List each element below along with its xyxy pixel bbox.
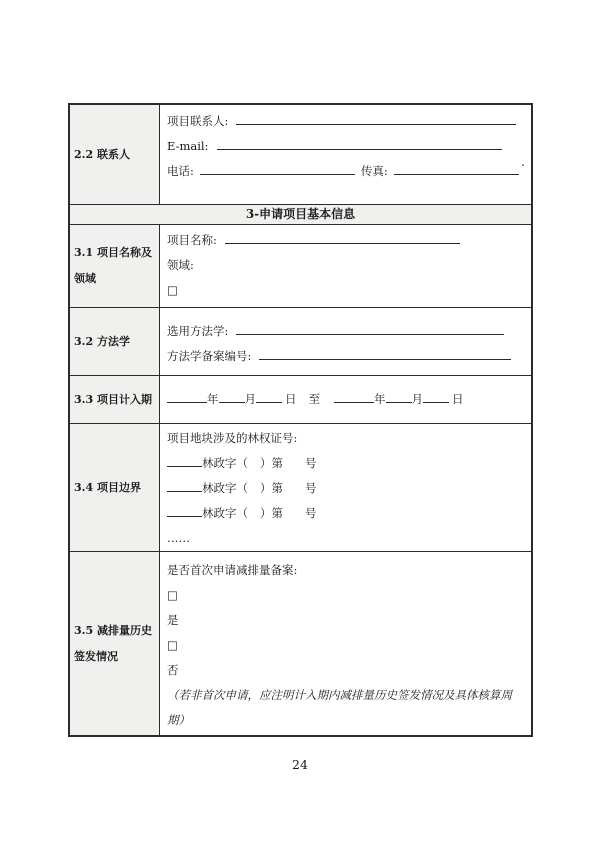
form-text: 至 — [308, 392, 320, 406]
spacer — [248, 516, 260, 517]
form-line — [167, 526, 528, 551]
form-text: 年 — [207, 392, 219, 406]
table-row-3.3 — [70, 376, 531, 424]
row-label-text: 签发情况 — [74, 649, 118, 663]
row-content-3.1 — [160, 225, 531, 307]
spacer — [228, 124, 236, 125]
row-content-3.3 — [160, 376, 531, 423]
form-text: 项目名称: — [167, 233, 217, 247]
fill-in-blank[interactable] — [167, 479, 202, 492]
checkbox-option-是[interactable]: □ 是 — [167, 583, 528, 627]
row-label-3.1 — [70, 225, 160, 307]
form-text: （若非首次申请，应注明计入期内减排量历史签发情况及具体核算周期） — [167, 688, 512, 727]
form-line — [167, 319, 528, 344]
row-content-2.2 — [160, 105, 531, 204]
form-text: 号 — [305, 456, 317, 470]
spacer — [248, 491, 260, 492]
row-label-text: 2.2 联系人 — [74, 147, 130, 161]
row-label-text: 领域 — [74, 272, 96, 285]
form-line — [167, 109, 528, 134]
form-text: E-mail: — [167, 139, 209, 153]
fill-in-blank[interactable] — [167, 454, 202, 467]
fill-in-blank[interactable] — [334, 390, 374, 403]
form-text: 号 — [305, 481, 317, 495]
form-text: 日 — [285, 392, 297, 406]
fill-in-blank[interactable] — [236, 112, 516, 125]
form-text: 选用方法学: — [167, 324, 229, 338]
row-label-3.2 — [70, 308, 160, 375]
form-text: 月 — [244, 392, 256, 406]
checkbox-icon[interactable]: □ — [167, 588, 178, 602]
form-line — [167, 159, 528, 184]
fill-in-blank[interactable] — [394, 162, 519, 175]
form-text: 传真: — [360, 164, 388, 178]
form-line — [167, 558, 528, 683]
form-text: 领域: — [167, 258, 194, 272]
form-text: ）第 — [260, 506, 283, 520]
table-row-2.2 — [70, 105, 531, 205]
checkbox-option-否[interactable]: □ 否 — [167, 633, 528, 677]
row-label-text: 3.3 项目计入期 — [74, 392, 152, 406]
row-label-text: 3.5 减排量历史 — [74, 623, 152, 637]
row-content-3.4 — [160, 424, 531, 551]
form-line — [167, 387, 464, 412]
form-line — [167, 253, 528, 307]
form-text: 林政字（ — [202, 481, 248, 495]
spacer — [209, 149, 217, 150]
form-text: 林政字（ — [202, 506, 248, 520]
fill-in-blank[interactable] — [167, 504, 202, 517]
form-line — [167, 451, 528, 476]
spacer — [217, 243, 225, 244]
fill-in-blank[interactable] — [386, 390, 412, 403]
spacer — [283, 491, 305, 492]
form-line — [167, 426, 528, 451]
form-line — [167, 476, 528, 501]
form-text: 是否首次申请减排量备案: — [167, 563, 298, 577]
stray-period: . — [521, 155, 525, 169]
form-text: …… — [167, 531, 190, 545]
form-text: 项目地块涉及的林权证号: — [167, 431, 298, 445]
row-content-3.5 — [160, 552, 531, 735]
form-text: 号 — [305, 506, 317, 520]
spacer — [248, 466, 260, 467]
spacer — [251, 359, 259, 360]
form-text: 方法学备案编号: — [167, 349, 252, 363]
form-line — [167, 344, 528, 369]
form-text: 日 — [452, 392, 464, 406]
spacer — [283, 516, 305, 517]
fill-in-blank[interactable] — [236, 322, 504, 335]
row-label-2.2 — [70, 105, 160, 204]
row-label-text: 3.4 项目边界 — [74, 480, 141, 494]
table-row-3.5 — [70, 552, 531, 735]
form-line — [167, 733, 528, 735]
form-text: 项目联系人: — [167, 114, 229, 128]
form-text: 电话: — [167, 164, 194, 178]
form-text: 年 — [374, 392, 386, 406]
spacer — [179, 623, 195, 624]
fill-in-blank[interactable] — [219, 390, 245, 403]
fill-in-blank[interactable] — [259, 347, 511, 360]
section-header-row: 3-申请项目基本信息 — [70, 205, 531, 225]
row-label-3.5 — [70, 552, 160, 735]
table-row-3.1 — [70, 225, 531, 308]
spacer — [194, 268, 198, 269]
spacer — [320, 402, 334, 403]
form-text: 月 — [411, 392, 423, 406]
form-text: 林政字（ — [202, 456, 248, 470]
table-row-3.4 — [70, 424, 531, 552]
spacer — [283, 466, 305, 467]
fill-in-blank[interactable] — [423, 390, 449, 403]
fill-in-blank[interactable] — [217, 137, 502, 150]
form-line — [167, 683, 528, 733]
checkbox-icon[interactable]: □ — [167, 283, 178, 297]
form-line — [167, 228, 528, 253]
form-line — [167, 134, 528, 159]
spacer — [297, 402, 309, 403]
row-content-3.2 — [160, 308, 531, 375]
checkbox-icon[interactable]: □ — [167, 638, 178, 652]
row-label-text: 3.2 方法学 — [74, 334, 130, 348]
fill-in-blank[interactable] — [256, 390, 282, 403]
form-table — [68, 103, 533, 737]
form-text: ）第 — [260, 456, 283, 470]
checkbox-option-可再生能源[interactable] — [167, 278, 528, 307]
page-number: 24 — [292, 757, 308, 772]
spacer — [228, 334, 236, 335]
row-label-3.4 — [70, 424, 160, 551]
form-text: ）第 — [260, 481, 283, 495]
spacer — [297, 573, 305, 574]
form-line — [167, 501, 528, 526]
fill-in-blank[interactable] — [167, 390, 207, 403]
row-label-text: 3.1 项目名称及 — [74, 246, 152, 259]
row-label-3.3 — [70, 376, 160, 423]
fill-in-blank[interactable] — [200, 162, 355, 175]
table-row-3.2 — [70, 308, 531, 376]
fill-in-blank[interactable] — [225, 231, 460, 244]
